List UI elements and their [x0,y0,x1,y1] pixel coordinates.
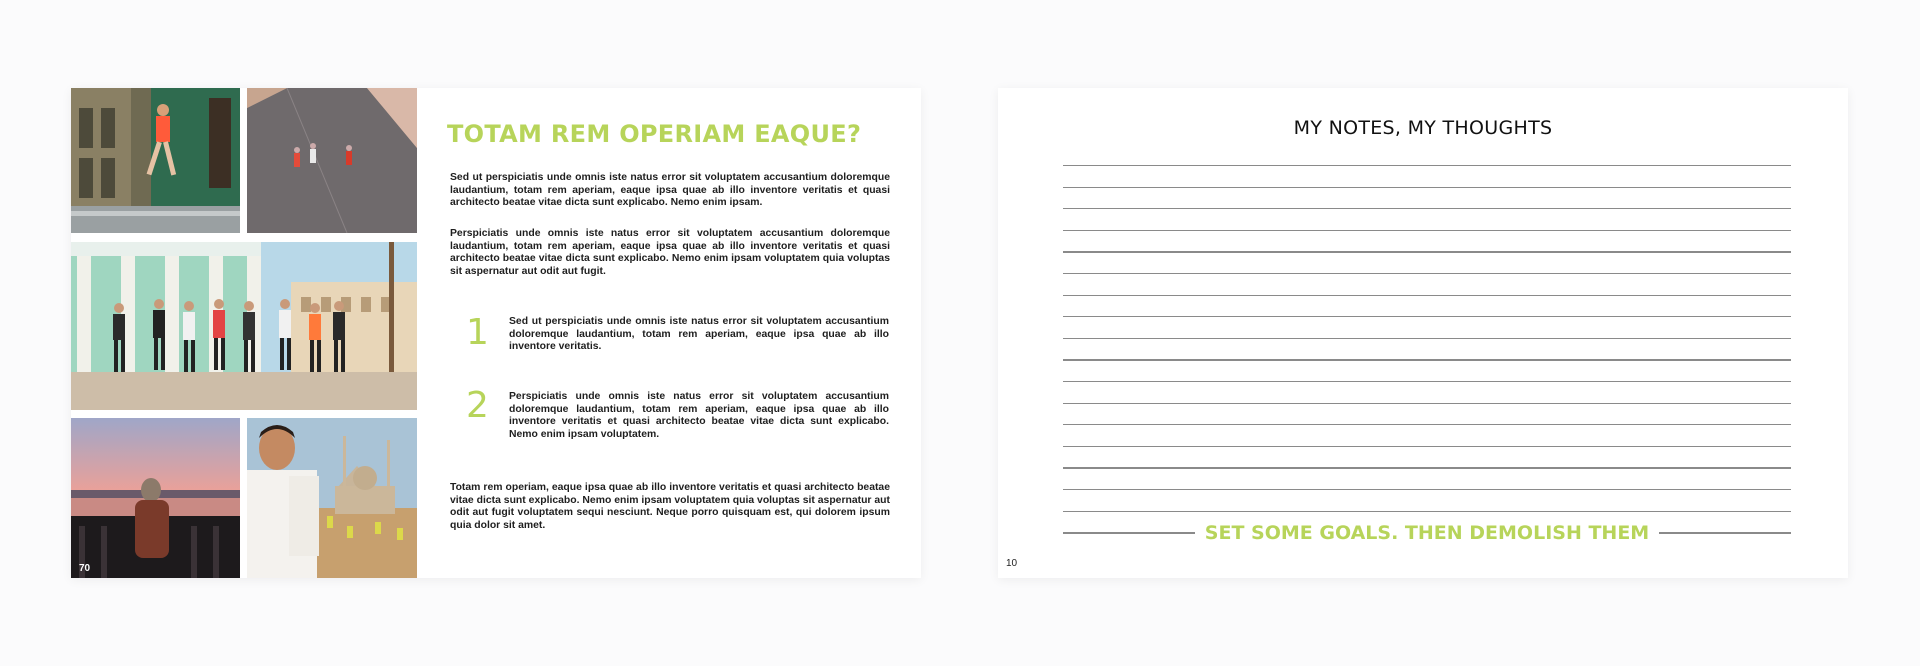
goals-banner-text-wrap [1063,522,1791,544]
ruled-line [1063,187,1791,188]
group-running-city-photo [71,242,417,410]
ruled-line [1063,446,1791,447]
ruled-line [1063,316,1791,317]
article-title: TOTAM REM OPERIAM EAQUE? [447,120,862,148]
ruled-line [1063,511,1791,512]
body-paragraph: Totam rem operiam, eaque ipsa quae ab illo inventore veritatis et quasi architecto beatae vitae dicta sunt explicabo. Nemo enim ipsam voluptatem quia voluptas sit aspernatur aut odit aut fugit voluptatem sequi nesciunt. Neque porro quisquam est, qui dolorem ipsum quia dolor sit amet. [450,482,890,531]
ruled-line [1063,381,1791,382]
page-number: 10 [1006,558,1018,569]
ruled-lines [1063,165,1791,565]
ruled-line [1063,273,1791,274]
list-number: 2 [466,385,489,426]
sunset-river-woman-photo [71,418,240,578]
list-item-text: Sed ut perspiciatis unde omnis iste natus error sit voluptatem accusantium doloremque laudantium, totam rem aperiam, eaque ipsa quae ab illo inventore veritatis. [509,316,889,353]
desert-road-runners-photo [247,88,417,233]
ruled-line [1063,295,1791,296]
ruled-line [1063,230,1791,231]
ruled-line [1063,467,1791,468]
ruled-line [1063,403,1791,404]
runner-street-photo [71,88,240,233]
body-paragraph: Perspiciatis unde omnis iste natus error sit voluptatem accusantium doloremque laudantium, totam rem aperiam, eaque ipsa quae ab illo inventore veritatis et quasi architecto beatae vitae dicta sunt explicabo. Nemo enim ipsam voluptatem quia voluptas sit aspernatur aut odit aut fugit. [450,228,890,277]
ruled-line [1063,251,1791,252]
ruled-line [1063,424,1791,425]
ruled-line [1063,208,1791,209]
ruled-line [1063,489,1791,490]
notes-title: MY NOTES, MY THOUGHTS [1293,117,1553,139]
body-paragraph: Sed ut perspiciatis unde omnis iste natus error sit voluptatem accusantium doloremque laudantium, totam rem aperiam, eaque ipsa quae ab illo inventore veritatis et quasi architecto beatae vitae dicta sunt explicabo. Nemo enim ipsam. [450,172,890,209]
ruled-line [1063,165,1791,166]
list-number: 1 [466,312,489,353]
ruled-line [1063,338,1791,339]
right-page [998,88,1848,578]
page-number: 70 [79,563,91,574]
goals-banner-text: SET SOME GOALS. THEN DEMOLISH THEM [1195,522,1659,544]
ruled-line [1063,359,1791,360]
list-item-text: Perspiciatis unde omnis iste natus error sit voluptatem accusantium doloremque laudantium, totam rem aperiam, eaque ipsa quae ab illo inventore veritatis et quasi architecto beatae vitae dicta sunt explicabo. Nemo enim ipsam voluptatem. [509,391,889,440]
runner-mosque-photo [247,418,417,578]
left-page [71,88,921,578]
goals-banner [1063,520,1791,548]
